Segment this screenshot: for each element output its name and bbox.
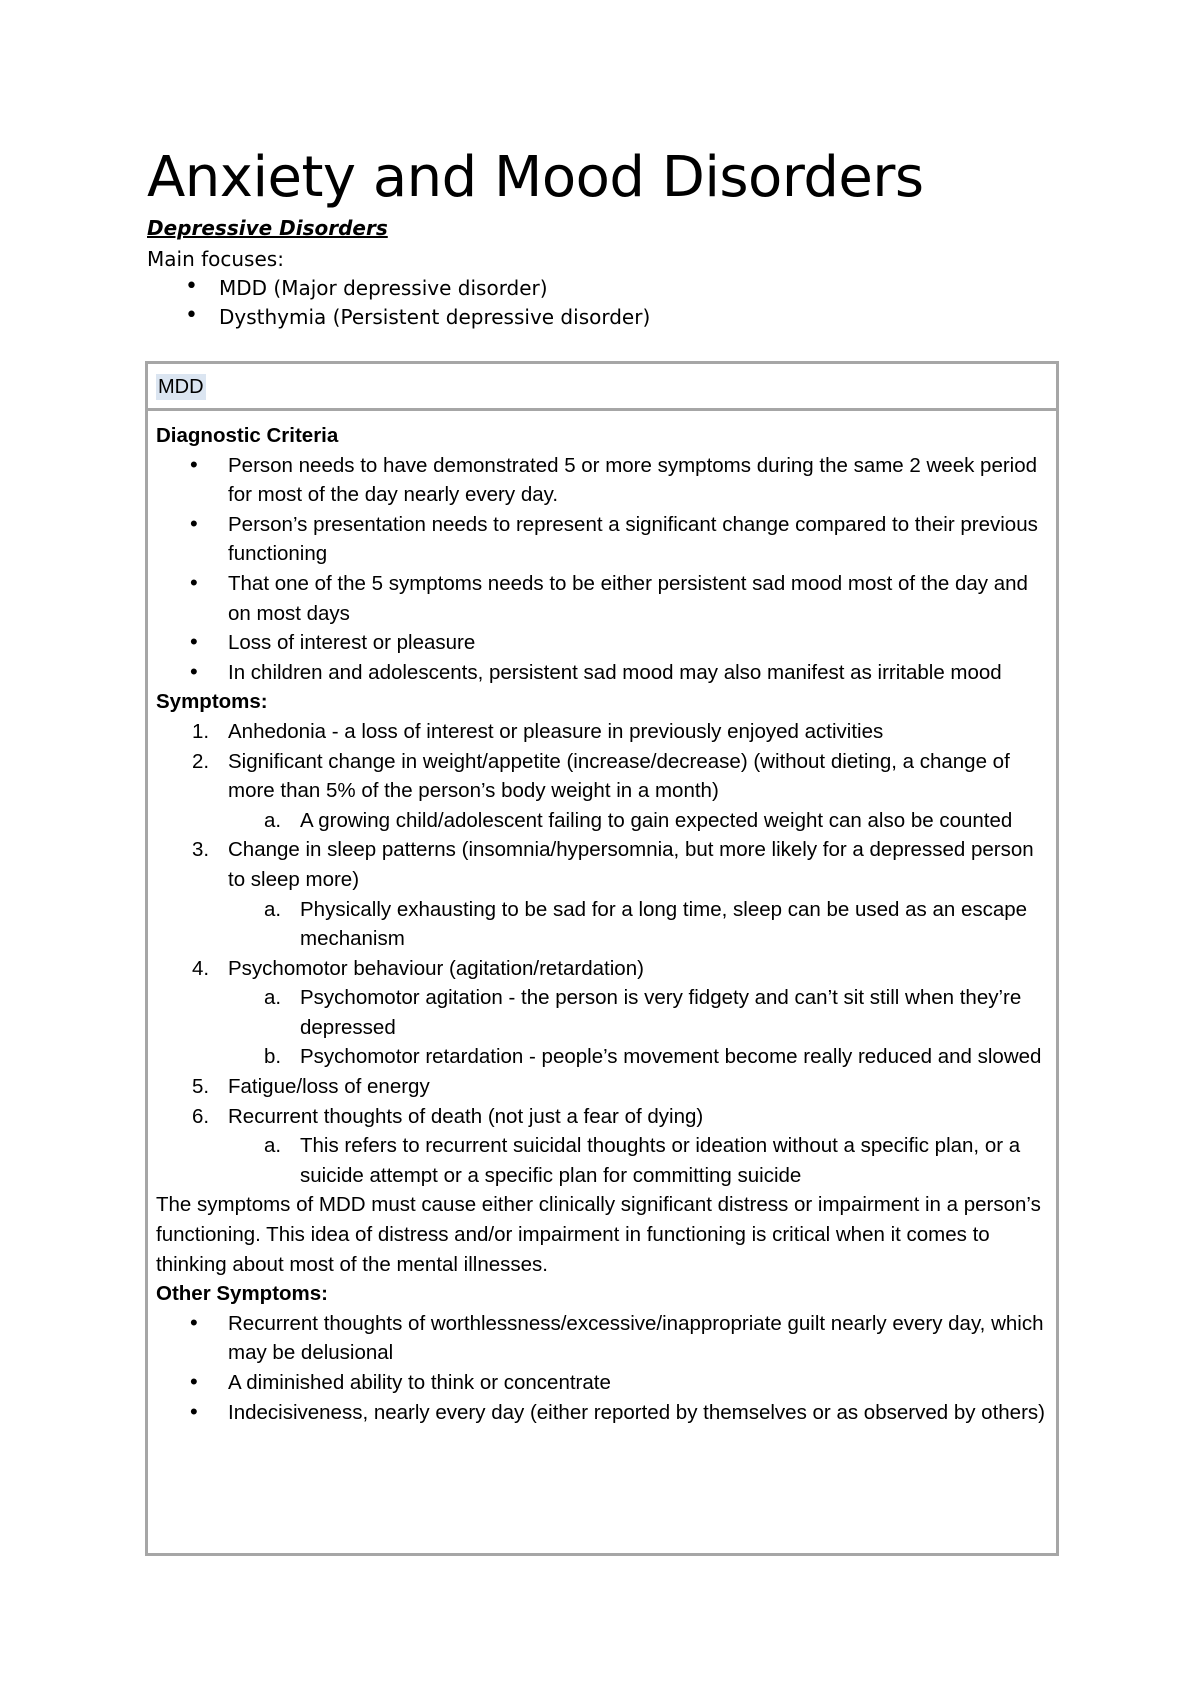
list-marker: a. (264, 986, 282, 1010)
list-item-text: Physically exhausting to be sad for a long time, sleep can be used as an escape mechanism (300, 897, 1028, 951)
list-marker: 6. (192, 1104, 210, 1128)
list-marker: a. (264, 1134, 282, 1158)
sub-list (156, 1131, 1048, 1190)
list-item-text: Psychomotor agitation - the person is very fidgety and can’t sit still when they’re depressed (300, 986, 1022, 1039)
list-item-text: This refers to recurrent suicidal thoughts or ideation without a specific plan, or a suicide attempt or a specific plan for committing suicide (300, 1134, 1021, 1187)
mdd-box (145, 361, 1059, 1556)
list-item: • Dysthymia (Persistent depressive disorder) (147, 303, 650, 332)
sub-list-item (228, 895, 1048, 954)
list-marker: 1. (192, 719, 210, 743)
list-item: • In children and adolescents, persistent sad mood may also manifest as irritable mood (156, 658, 1048, 688)
list-item (156, 835, 1048, 894)
list-item: • Recurrent thoughts of worthlessness/excessive/inappropriate guilt nearly every day, which may be delusional (156, 1309, 1048, 1368)
list-item: • That one of the 5 symptoms needs to be either persistent sad mood most of the day and on most days (156, 569, 1048, 628)
list-item (156, 747, 1048, 806)
list-item-text: Fatigue/loss of energy (228, 1075, 430, 1099)
list-item: • Loss of interest or pleasure (156, 628, 1048, 658)
symptoms-list (156, 717, 1048, 806)
impairment-paragraph: The symptoms of MDD must cause either clinically significant distress or impairment in a person’s functioning. This idea of distress and/or impairment in functioning is critical when it comes to thinking about most of the mental illnesses. (156, 1193, 1041, 1276)
list-item-text: Significant change in weight/appetite (increase/decrease) (without dieting, a change of more than 5% of the person’s body weight in a month) (228, 749, 1010, 803)
intro-list (147, 274, 650, 332)
list-marker: 4. (192, 956, 210, 980)
other-symptoms-list (156, 1309, 1048, 1427)
sub-list (156, 895, 1048, 954)
list-item-text: A growing child/adolescent failing to gain expected weight can also be counted (300, 808, 1013, 832)
other-symptoms-heading: Other Symptoms: (156, 1282, 328, 1306)
list-item (156, 954, 1048, 984)
list-item-text: Psychomotor behaviour (agitation/retardation) (228, 956, 644, 980)
mdd-box-header (148, 364, 1056, 411)
list-marker: 3. (192, 838, 210, 862)
mdd-box-header-label: MDD (158, 376, 204, 398)
symptoms-heading: Symptoms: (156, 690, 268, 714)
list-item: • MDD (Major depressive disorder) (147, 274, 650, 303)
list-item (156, 1102, 1048, 1132)
diagnostic-criteria-heading: Diagnostic Criteria (156, 424, 339, 447)
document-title: Anxiety and Mood Disorders (147, 145, 924, 210)
intro-block (147, 245, 650, 332)
list-marker: b. (264, 1045, 282, 1069)
list-marker: 5. (192, 1075, 210, 1099)
mdd-box-body (148, 411, 1056, 1427)
list-marker: 2. (192, 749, 210, 773)
list-item (156, 1072, 1048, 1102)
sub-list-item (228, 806, 1048, 836)
list-item: • A diminished ability to think or concentrate (156, 1368, 1048, 1398)
list-item-text: Change in sleep patterns (insomnia/hypersomnia, but more likely for a depressed person to sleep more) (228, 838, 1034, 891)
sub-list-item (228, 1131, 1048, 1190)
sub-list-item (228, 983, 1048, 1042)
list-item: • Indecisiveness, nearly every day (either reported by themselves or as observed by others) (156, 1398, 1048, 1428)
diagnostic-criteria-list (156, 451, 1048, 688)
list-marker: a. (264, 808, 282, 832)
sub-list (156, 806, 1048, 836)
list-item: • Person needs to have demonstrated 5 or more symptoms during the same 2 week period for most of the day nearly every day. (156, 451, 1048, 510)
list-item-text: Recurrent thoughts of death (not just a fear of dying) (228, 1104, 704, 1128)
list-item (156, 717, 1048, 747)
list-item: • Person’s presentation needs to represent a significant change compared to their previous functioning (156, 510, 1048, 569)
symptoms-list (156, 954, 1048, 984)
symptoms-list (156, 835, 1048, 894)
sub-list (156, 983, 1048, 1072)
sub-list-item (228, 1042, 1048, 1072)
intro-label: Main focuses: (147, 247, 284, 271)
section-heading: Depressive Disorders (147, 216, 388, 240)
list-item-text: Psychomotor retardation - people’s movement become really reduced and slowed (300, 1045, 1042, 1069)
list-marker: a. (264, 897, 282, 921)
symptoms-list (156, 1072, 1048, 1131)
list-item-text: Anhedonia - a loss of interest or pleasure in previously enjoyed activities (228, 719, 884, 743)
